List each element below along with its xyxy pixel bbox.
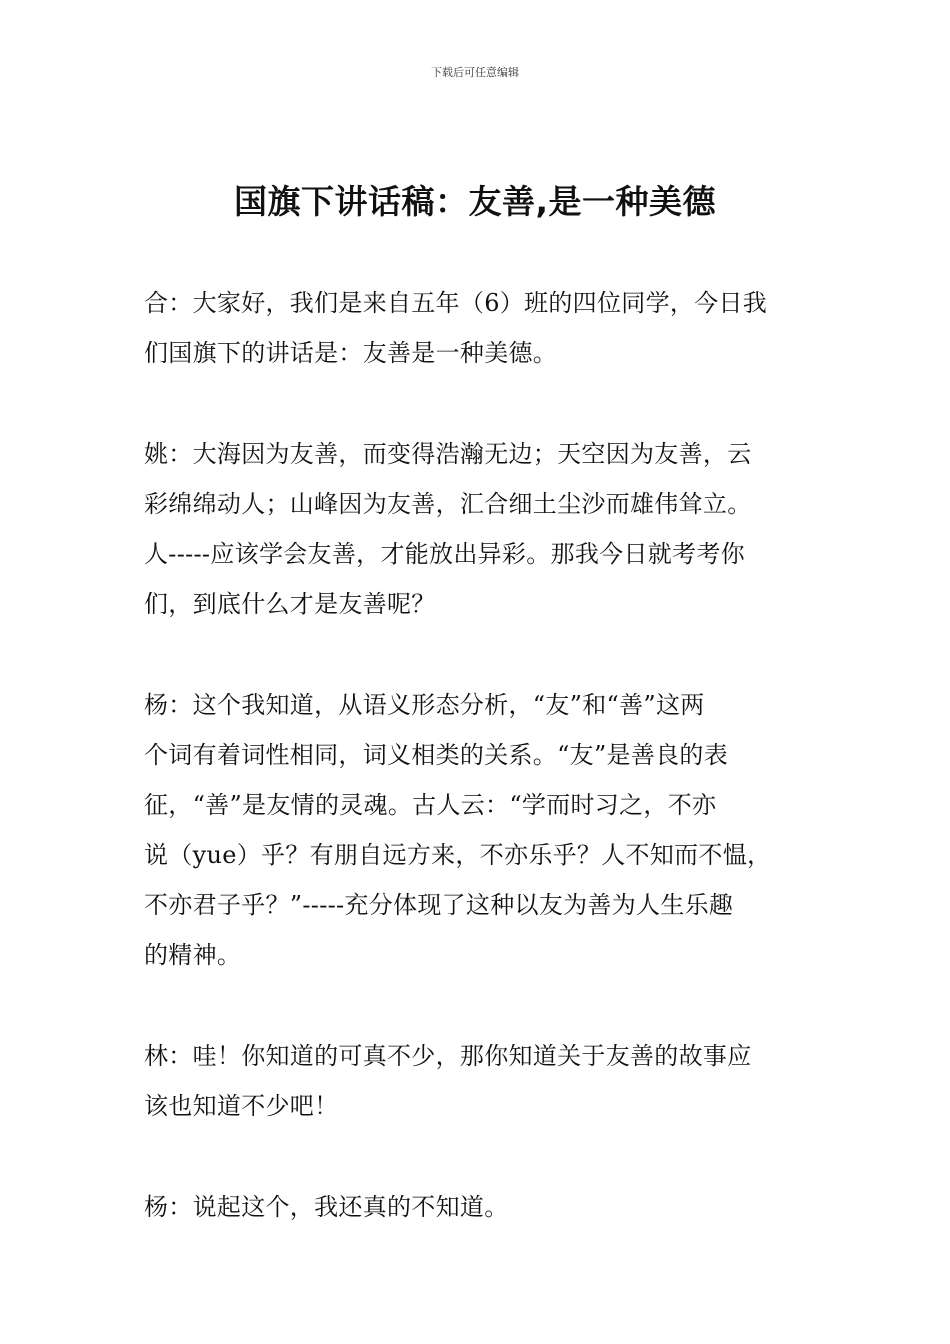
document-body <box>144 278 808 1283</box>
text-line: 姚：大海因为友善，而变得浩瀚无边；天空因为友善，云 <box>144 440 752 468</box>
text-line: 彩绵绵动人；山峰因为友善，汇合细土尘沙而雄伟耸立。 <box>144 490 752 518</box>
text-line: 们，到底什么才是友善呢？ <box>144 590 436 618</box>
text-line: 杨：说起这个，我还真的不知道。 <box>144 1193 509 1221</box>
document-title: 国旗下讲话稿：友善,是一种美德 <box>233 182 717 221</box>
text-line: 个词有着词性相同，词义相类的关系。“友”是善良的表 <box>144 741 729 769</box>
paragraph-yang-2 <box>144 1182 808 1232</box>
paragraph-yao <box>144 429 808 629</box>
paragraph-greeting <box>144 278 808 378</box>
text-line: 人-----应该学会友善，才能放出异彩。那我今日就考考你 <box>144 540 745 568</box>
text-line: 征，“善”是友情的灵魂。古人云：“学而时习之，不亦 <box>144 791 717 819</box>
text-line: 不亦君子乎？”-----充分体现了这种以友为善为人生乐趣 <box>144 891 734 919</box>
header-note: 下载后可任意编辑 <box>431 66 519 79</box>
text-line: 合：大家好，我们是来自五年（6）班的四位同学，今日我 <box>144 289 768 317</box>
text-line: 杨：这个我知道，从语义形态分析，“友”和“善”这两 <box>144 691 705 719</box>
text-line: 说（yue）乎？有朋自远方来，不亦乐乎？人不知而不愠， <box>144 841 772 869</box>
text-line: 林：哇！你知道的可真不少，那你知道关于友善的故事应 <box>144 1042 752 1070</box>
text-line: 该也知道不少吧！ <box>144 1092 339 1120</box>
paragraph-lin <box>144 1031 808 1131</box>
paragraph-yang-1 <box>144 680 808 980</box>
text-line: 们国旗下的讲话是：友善是一种美德。 <box>144 339 558 367</box>
text-line: 的精神。 <box>144 941 242 969</box>
